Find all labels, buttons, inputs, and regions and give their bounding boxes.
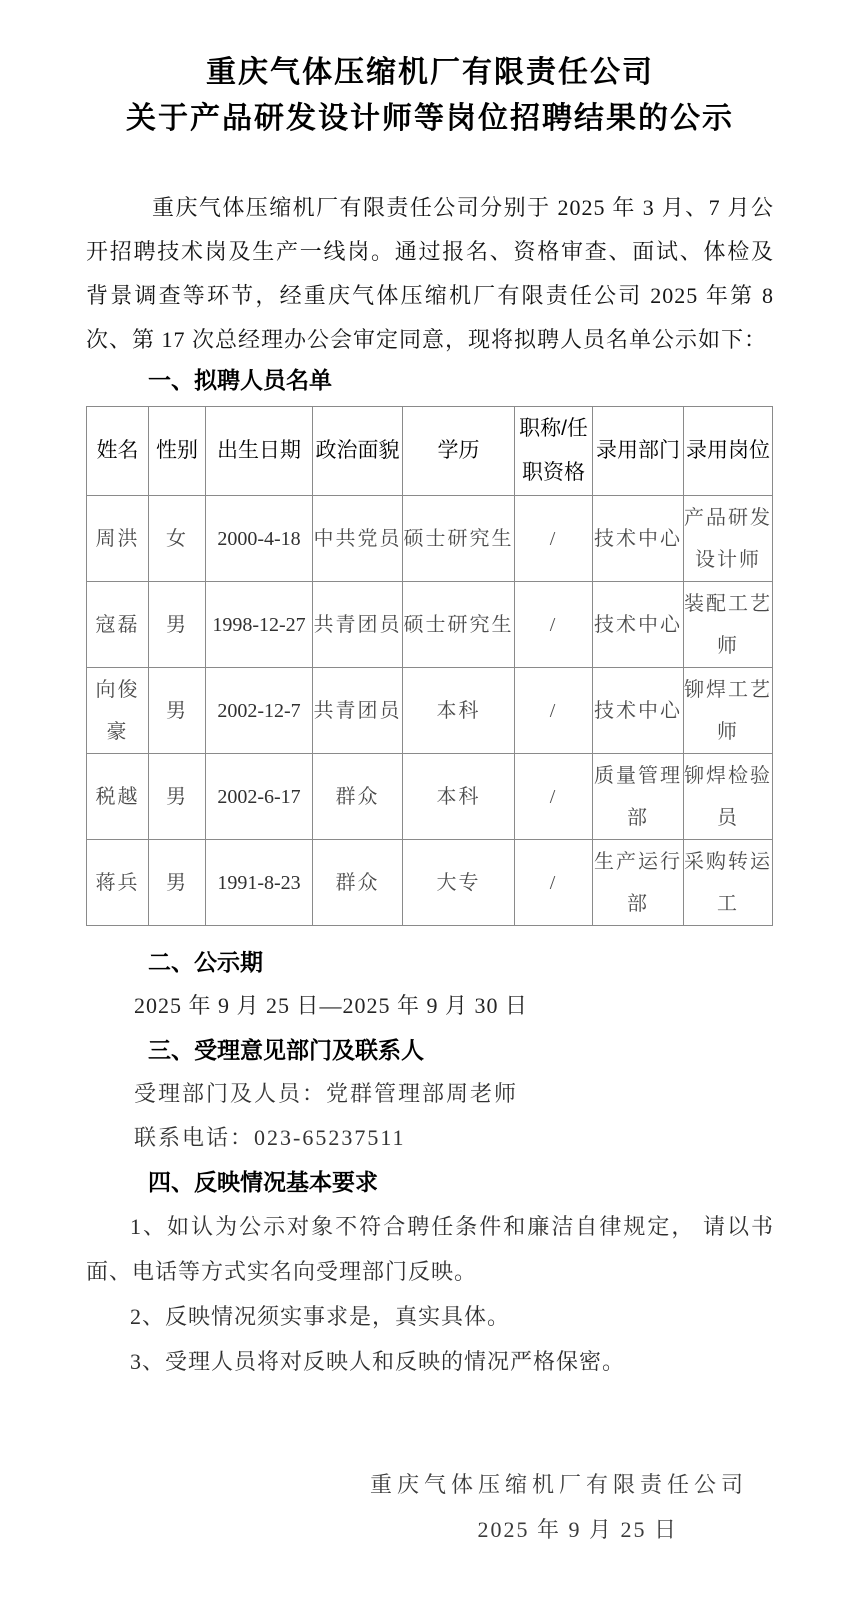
cell-name: 寇磊 (87, 582, 149, 668)
cell-education: 大专 (403, 840, 515, 926)
cell-political-status: 群众 (313, 840, 403, 926)
publicity-period-dates: 2025 年 9 月 25 日—2025 年 9 月 30 日 (134, 993, 529, 1018)
table-header-row (87, 407, 773, 496)
document-title (86, 50, 774, 142)
cell-education: 本科 (403, 754, 515, 840)
cell-position: 采购转运工 (684, 840, 773, 926)
cell-birthdate: 2002-12-7 (206, 668, 313, 754)
header-cell-department: 录用部门 (593, 407, 684, 496)
table-row (87, 754, 773, 840)
intro-paragraph: 重庆气体压缩机厂有限责任公司分别于 2025 年 3 月、7 月公开招聘技术岗及生产一线岗。通过报名、资格审查、面试、体检及背景调查等环节，经重庆气体压缩机厂有限责任公司 2025 年第 8 次、第 17 次总经理办公会审定同意，现将拟聘人员名单公示如下： (86, 195, 774, 352)
section-heading-publicity-period: 二、公示期 (148, 949, 263, 975)
cell-qualification: / (515, 668, 593, 754)
header-cell-gender: 性别 (149, 407, 206, 496)
header-cell-position: 录用岗位 (684, 407, 773, 496)
section-heading-requirements: 四、反映情况基本要求 (148, 1169, 378, 1195)
cell-gender: 女 (149, 496, 206, 582)
requirement-item-2: 2、反映情况须实事求是，真实具体。 (130, 1304, 511, 1329)
notice-details (86, 940, 774, 1384)
requirement-item-3: 3、受理人员将对反映人和反映的情况严格保密。 (130, 1349, 626, 1374)
cell-name: 蒋兵 (87, 840, 149, 926)
cell-birthdate: 2002-6-17 (206, 754, 313, 840)
cell-political-status: 共青团员 (313, 668, 403, 754)
cell-gender: 男 (149, 668, 206, 754)
cell-position: 装配工艺师 (684, 582, 773, 668)
header-cell-qualification: 职称/任职资格 (515, 407, 593, 496)
header-cell-education: 学历 (403, 407, 515, 496)
table-row (87, 840, 773, 926)
cell-position: 铆焊工艺师 (684, 668, 773, 754)
contact-phone-line: 联系电话：023-65237511 (134, 1125, 406, 1150)
requirement-item-1: 1、如认为公示对象不符合聘任条件和廉洁自律规定， 请以书面、电话等方式实名向受理部门反映。 (86, 1214, 774, 1284)
candidate-roster-table (86, 406, 773, 926)
cell-gender: 男 (149, 754, 206, 840)
cell-name: 周洪 (87, 496, 149, 582)
cell-birthdate: 2000-4-18 (206, 496, 313, 582)
header-cell-birthdate: 出生日期 (206, 407, 313, 496)
contact-department-line: 受理部门及人员：党群管理部周老师 (134, 1081, 519, 1106)
table-row (87, 582, 773, 668)
cell-department: 技术中心 (593, 496, 684, 582)
cell-birthdate: 1991-8-23 (206, 840, 313, 926)
signature-block (86, 1462, 774, 1552)
cell-name: 向俊豪 (87, 668, 149, 754)
cell-qualification: / (515, 496, 593, 582)
cell-qualification: / (515, 582, 593, 668)
cell-gender: 男 (149, 840, 206, 926)
cell-position: 产品研发设计师 (684, 496, 773, 582)
cell-education: 硕士研究生 (403, 582, 515, 668)
cell-political-status: 中共党员 (313, 496, 403, 582)
header-cell-political-status: 政治面貌 (313, 407, 403, 496)
signature-company: 重庆气体压缩机厂有限责任公司 (369, 1472, 748, 1497)
cell-position: 铆焊检验员 (684, 754, 773, 840)
cell-birthdate: 1998-12-27 (206, 582, 313, 668)
cell-department: 技术中心 (593, 668, 684, 754)
section-heading-contact: 三、受理意见部门及联系人 (148, 1037, 424, 1063)
signature-date: 2025 年 9 月 25 日 (477, 1517, 678, 1542)
section-heading-roster: 一、拟聘人员名单 (148, 367, 332, 393)
cell-department: 质量管理部 (593, 754, 684, 840)
title-line-1: 重庆气体压缩机厂有限责任公司 (206, 56, 654, 89)
cell-department: 技术中心 (593, 582, 684, 668)
cell-political-status: 共青团员 (313, 582, 403, 668)
cell-department: 生产运行部 (593, 840, 684, 926)
cell-qualification: / (515, 754, 593, 840)
cell-qualification: / (515, 840, 593, 926)
title-line-2: 关于产品研发设计师等岗位招聘结果的公示 (126, 102, 734, 135)
table-row (87, 668, 773, 754)
cell-gender: 男 (149, 582, 206, 668)
cell-education: 本科 (403, 668, 515, 754)
header-cell-name: 姓名 (87, 407, 149, 496)
cell-education: 硕士研究生 (403, 496, 515, 582)
cell-political-status: 群众 (313, 754, 403, 840)
cell-name: 税越 (87, 754, 149, 840)
table-row (87, 496, 773, 582)
